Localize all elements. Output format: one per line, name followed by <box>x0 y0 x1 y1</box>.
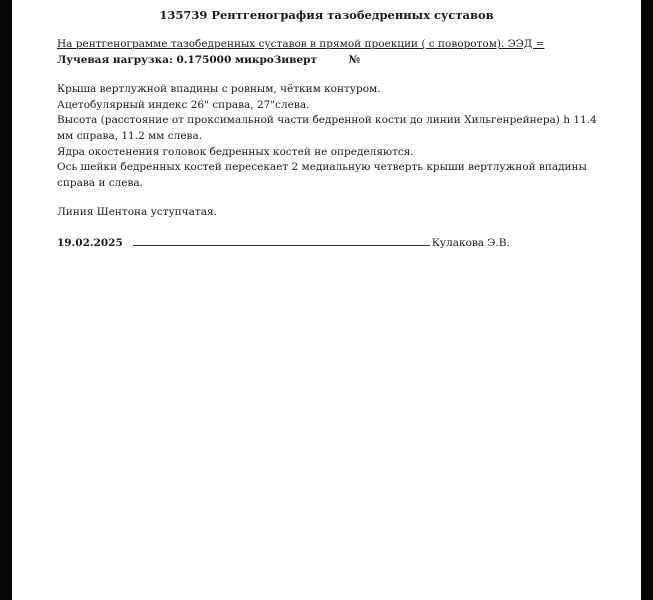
dose-value: 0.175000 микроЗиверт <box>176 53 317 66</box>
left-dark-border <box>0 0 12 600</box>
shenton-line: Линия Шентона уступчатая. <box>57 206 217 219</box>
finding-line: Ядра окостенения головок бедренных костей не определяются. <box>57 145 414 158</box>
dose-line <box>57 53 612 69</box>
intro-line <box>57 37 612 53</box>
document-title: 135739 Рентгенография тазобедренных суставов <box>159 8 494 22</box>
report-date: 19.02.2025 <box>57 236 123 249</box>
finding-line: Ось шейки бедренных костей пересекает 2 медиальную четверть крыши вертлужной впадины справа и слева. <box>57 161 587 189</box>
number-sign: № <box>348 53 361 66</box>
document-content <box>57 37 612 252</box>
signature-row <box>57 235 612 252</box>
signature-line <box>133 235 430 246</box>
doctor-name: Кулакова Э.В. <box>431 236 510 249</box>
finding-line: Высота (расстояние от проксимальной части бедренной кости до линии Хильгенрейнера) h 11.4 мм справа, 11.2 мм слева. <box>57 114 597 142</box>
intro-text: На рентгенограмме тазобедренных суставов в прямой проекции ( с поворотом). ЭЭД = <box>57 38 545 50</box>
finding-line: Ацетобулярный индекс 26" справа, 27"слева. <box>57 98 310 111</box>
finding-line: Крыша вертлужной впадины с ровным, чётким контуром. <box>57 83 381 96</box>
dose-label: Лучевая нагрузка: <box>57 53 173 66</box>
findings-block <box>57 82 612 191</box>
right-dark-border <box>641 0 653 600</box>
document-page <box>12 0 641 600</box>
